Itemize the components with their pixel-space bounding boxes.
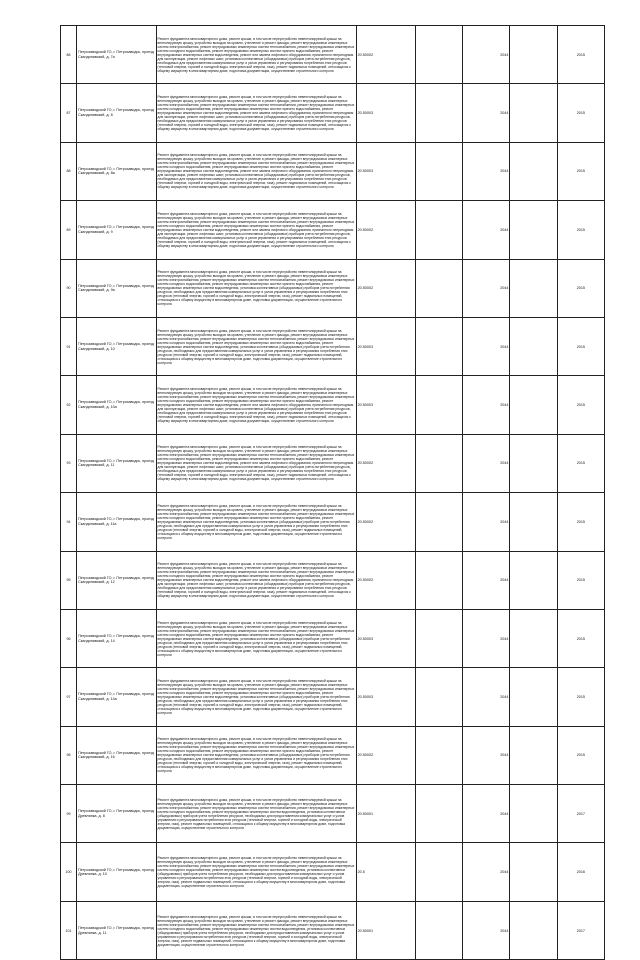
row-empty-cell: [510, 609, 557, 667]
row-code: 20.5: [356, 843, 415, 901]
row-address: Петрозаводский ГО, г. Петрозаводск, проезд Скандинавский, д. 10а: [77, 376, 156, 434]
row-works-list: Ремонт фундамента многоквартирного дома, ремонт крыши, в том числе переустройство невентилируемой крыши на вентилируемую крышу, устройство выходов на кровлю, утепление и ремонт фасада, ремонт внутридомовых инженерных систем электроснабжения, ремонт внутридомовых инженерных систем теплоснабжения, ремонт внутридомовых инженерных систем холодного водоснабжения, ремонт внутридомовых инженерных систем горячего водоснабжения, ремонт внутридомовых инженерных систем водоотведения, ремонт или замена лифтового оборудования, признанного непригодным для эксплуатации, ремонт лифтовых шахт, установка коллективных (общедомовых) приборов учета потребления ресурсов, необходимых для предоставления коммунальных услуг и узлов управления и регулирования потребления этих ресурсов (тепловой энергии, горячей и холодной воды, электрической энергии, газа), ремонт подвальных помещений, относящихся к общему имуществу в многоквартирном доме, подготовка документации, осуществление строительного контроля: [156, 434, 356, 492]
row-empty-cell: [510, 551, 557, 609]
table-row: [61, 259, 605, 317]
row-address: Петрозаводский ГО, г. Петрозаводск, проезд Древлянка, д. 10: [77, 843, 156, 901]
row-year: 2015: [557, 26, 604, 84]
row-address: Петрозаводский ГО, г. Петрозаводск, проезд Скандинавский, д. 11: [77, 434, 156, 492]
row-works-list: Ремонт фундамента многоквартирного дома, ремонт крыши, в том числе переустройство невентилируемой крыши на вентилируемую крышу, устройство выходов на кровлю, утепление и ремонт фасада, ремонт внутридомовых инженерных систем электроснабжения, ремонт внутридомовых инженерных систем теплоснабжения, ремонт внутридомовых инженерных систем холодного водоснабжения, ремонт внутридомовых инженерных систем горячего водоснабжения, ремонт внутридомовых инженерных систем водоотведения, ремонт или замена лифтового оборудования, признанного непригодным для эксплуатации, ремонт лифтовых шахт, установка коллективных (общедомовых) приборов учета потребления ресурсов, необходимых для предоставления коммунальных услуг и узлов управления и регулирования потребления этих ресурсов (тепловой энергии, горячей и холодной воды, электрической энергии, газа), ремонт подвальных помещений, относящихся к общему имуществу в многоквартирном доме, подготовка документации, осуществление строительного контроля: [156, 201, 356, 259]
table-row: [61, 609, 605, 667]
row-count: 2044: [463, 551, 510, 609]
row-address: Петрозаводский ГО, г. Петрозаводск, проезд Скандинавский, д. 11а: [77, 493, 156, 551]
row-empty-cell: [510, 785, 557, 843]
row-works-list: Ремонт фундамента многоквартирного дома, ремонт крыши, в том числе переустройство невентилируемой крыши на вентилируемую крышу, устройство выходов на кровлю, утепление и ремонт фасада, ремонт внутридомовых инженерных систем электроснабжения, ремонт внутридомовых инженерных систем теплоснабжения, ремонт внутридомовых инженерных систем холодного водоснабжения, ремонт внутридомовых инженерных систем горячего водоснабжения, ремонт внутридомовых инженерных систем водоотведения, установка коллективных (общедомовых) приборов учета потребления ресурсов, необходимых для предоставления коммунальных услуг и узлов управления и регулирования потребления этих ресурсов (тепловой энергии, горячей и холодной воды, электрической энергии, газа), ремонт подвальных помещений, относящихся к общему имуществу в многоквартирном доме, подготовка документации, осуществление строительного контроля: [156, 668, 356, 726]
row-works-list: Ремонт фундамента многоквартирного дома, ремонт крыши, в том числе переустройство невентилируемой крыши на вентилируемую крышу, устройство выходов на кровлю, утепление и ремонт фасада, ремонт внутридомовых инженерных систем электроснабжения, ремонт внутридомовых инженерных систем теплоснабжения, ремонт внутридомовых инженерных систем холодного водоснабжения, ремонт внутридомовых инженерных систем горячего водоснабжения, ремонт внутридомовых инженерных систем водоотведения, ремонт или замена лифтового оборудования, признанного непригодным для эксплуатации, ремонт лифтовых шахт, установка коллективных (общедомовых) приборов учета потребления ресурсов, необходимых для предоставления коммунальных услуг и узлов управления и регулирования потребления этих ресурсов (тепловой энергии, горячей и холодной воды, электрической энергии, газа), ремонт подвальных помещений, относящихся к общему имуществу в многоквартирном доме, подготовка документации, осуществление строительного контроля: [156, 84, 356, 142]
row-empty-cell: [415, 434, 462, 492]
row-count: 2044: [463, 142, 510, 200]
row-empty-cell: [415, 609, 462, 667]
table-body: [61, 26, 605, 960]
row-year: 2015: [557, 259, 604, 317]
row-empty-cell: [510, 259, 557, 317]
row-year: 2015: [557, 609, 604, 667]
row-works-list: Ремонт фундамента многоквартирного дома, ремонт крыши, в том числе переустройство невентилируемой крыши на вентилируемую крышу, устройство выходов на кровлю, утепление и ремонт фасада, ремонт внутридомовых инженерных систем электроснабжения, ремонт внутридомовых инженерных систем теплоснабжения, ремонт внутридомовых инженерных систем холодного водоснабжения, ремонт внутридомовых инженерных систем водоотведения, установка коллективных (общедомовых) приборов учета потребления ресурсов, необходимых для предоставления коммунальных услуг и узлов управления и регулирования потребления этих ресурсов (тепловой энергии, горячей и холодной воды, электрической энергии, газа), ремонт подвальных помещений, относящихся к общему имуществу в многоквартирном доме, подготовка документации, осуществление строительного контроля: [156, 843, 356, 901]
table-row: [61, 785, 605, 843]
row-number: 88: [61, 142, 77, 200]
row-number: 94: [61, 493, 77, 551]
row-empty-cell: [415, 142, 462, 200]
row-address: Петрозаводский ГО, г. Петрозаводск, проезд Скандинавский, д. 12: [77, 551, 156, 609]
row-empty-cell: [415, 726, 462, 784]
row-count: 2044: [463, 259, 510, 317]
row-number: 91: [61, 317, 77, 375]
row-year: 2015: [557, 493, 604, 551]
row-number: 97: [61, 668, 77, 726]
row-year: 2015: [557, 551, 604, 609]
row-count: 2044: [463, 434, 510, 492]
row-year: 2015: [557, 142, 604, 200]
row-number: 90: [61, 259, 77, 317]
row-empty-cell: [415, 785, 462, 843]
row-empty-cell: [510, 493, 557, 551]
row-year: 2015: [557, 376, 604, 434]
row-code: 20.50003: [356, 84, 415, 142]
table-row: [61, 434, 605, 492]
row-works-list: Ремонт фундамента многоквартирного дома, ремонт крыши, в том числе переустройство невентилируемой крыши на вентилируемую крышу, устройство выходов на кровлю, утепление и ремонт фасада, ремонт внутридомовых инженерных систем электроснабжения, ремонт внутридомовых инженерных систем теплоснабжения, ремонт внутридомовых инженерных систем холодного водоснабжения, ремонт внутридомовых инженерных систем горячего водоснабжения, ремонт внутридомовых инженерных систем водоотведения, установка коллективных (общедомовых) приборов учета потребления ресурсов, необходимых для предоставления коммунальных услуг и узлов управления и регулирования потребления этих ресурсов (тепловой энергии, горячей и холодной воды, электрической энергии, газа), ремонт подвальных помещений, относящихся к общему имуществу в многоквартирном доме, подготовка документации, осуществление строительного контроля: [156, 493, 356, 551]
row-count: 2044: [463, 376, 510, 434]
row-empty-cell: [510, 26, 557, 84]
row-year: 2015: [557, 726, 604, 784]
table-row: [61, 142, 605, 200]
row-address: Петрозаводский ГО, г. Петрозаводск, проезд Скандинавский, д. 7а: [77, 26, 156, 84]
row-address: Петрозаводский ГО, г. Петрозаводск, проезд Скандинавский, д. 9а: [77, 259, 156, 317]
row-empty-cell: [510, 376, 557, 434]
row-works-list: Ремонт фундамента многоквартирного дома, ремонт крыши, в том числе переустройство невентилируемой крыши на вентилируемую крышу, устройство выходов на кровлю, утепление и ремонт фасада, ремонт внутридомовых инженерных систем электроснабжения, ремонт внутридомовых инженерных систем теплоснабжения, ремонт внутридомовых инженерных систем холодного водоснабжения, ремонт внутридомовых инженерных систем горячего водоснабжения, ремонт внутридомовых инженерных систем водоотведения, ремонт или замена лифтового оборудования, признанного непригодным для эксплуатации, ремонт лифтовых шахт, установка коллективных (общедомовых) приборов учета потребления ресурсов, необходимых для предоставления коммунальных услуг и узлов управления и регулирования потребления этих ресурсов (тепловой энергии, горячей и холодной воды, электрической энергии, газа), ремонт подвальных помещений, относящихся к общему имуществу в многоквартирном доме, подготовка документации, осуществление строительного контроля: [156, 376, 356, 434]
row-year: 2015: [557, 84, 604, 142]
row-empty-cell: [510, 726, 557, 784]
table-row: [61, 901, 605, 959]
row-number: 86: [61, 26, 77, 84]
row-code: 20.50003: [356, 609, 415, 667]
row-code: 20.50002: [356, 551, 415, 609]
row-works-list: Ремонт фундамента многоквартирного дома, ремонт крыши, в том числе переустройство невентилируемой крыши на вентилируемую крышу, устройство выходов на кровлю, утепление и ремонт фасада, ремонт внутридомовых инженерных систем электроснабжения, ремонт внутридомовых инженерных систем теплоснабжения, ремонт внутридомовых инженерных систем холодного водоснабжения, ремонт внутридомовых инженерных систем водоотведения, установка коллективных (общедомовых) приборов учета потребления ресурсов, необходимых для предоставления коммунальных услуг и узлов управления и регулирования потребления этих ресурсов (тепловой энергии, горячей и холодной воды, электрической энергии, газа), ремонт подвальных помещений, относящихся к общему имуществу в многоквартирном доме, подготовка документации, осуществление строительного контроля: [156, 785, 356, 843]
row-address: Петрозаводский ГО, г. Петрозаводск, проезд Скандинавский, д. 8: [77, 84, 156, 142]
row-number: 89: [61, 201, 77, 259]
row-year: 2015: [557, 317, 604, 375]
row-code: 20.50001: [356, 901, 415, 959]
row-year: 2015: [557, 434, 604, 492]
row-address: Петрозаводский ГО, г. Петрозаводск, проезд Древлянка, д. 11: [77, 901, 156, 959]
table-row: [61, 84, 605, 142]
row-empty-cell: [415, 668, 462, 726]
row-code: 20.50003: [356, 668, 415, 726]
row-empty-cell: [415, 493, 462, 551]
row-count: 2044: [463, 493, 510, 551]
row-year: 2015: [557, 201, 604, 259]
row-address: Петрозаводский ГО, г. Петрозаводск, проезд Древлянка, д. 8: [77, 785, 156, 843]
table-row: [61, 26, 605, 84]
row-empty-cell: [510, 317, 557, 375]
row-works-list: Ремонт фундамента многоквартирного дома, ремонт крыши, в том числе переустройство невентилируемой крыши на вентилируемую крышу, устройство выходов на кровлю, утепление и ремонт фасада, ремонт внутридомовых инженерных систем электроснабжения, ремонт внутридомовых инженерных систем теплоснабжения, ремонт внутридомовых инженерных систем холодного водоснабжения, ремонт внутридомовых инженерных систем горячего водоснабжения, ремонт внутридомовых инженерных систем водоотведения, установка коллективных (общедомовых) приборов учета потребления ресурсов, необходимых для предоставления коммунальных услуг и узлов управления и регулирования потребления этих ресурсов (тепловой энергии, горячей и холодной воды, электрической энергии, газа), ремонт подвальных помещений, относящихся к общему имуществу в многоквартирном доме, подготовка документации, осуществление строительного контроля: [156, 259, 356, 317]
row-address: Петрозаводский ГО, г. Петрозаводск, проезд Скандинавский, д. 14а: [77, 668, 156, 726]
row-empty-cell: [415, 84, 462, 142]
row-works-list: Ремонт фундамента многоквартирного дома, ремонт крыши, в том числе переустройство невентилируемой крыши на вентилируемую крышу, устройство выходов на кровлю, утепление и ремонт фасада, ремонт внутридомовых инженерных систем электроснабжения, ремонт внутридомовых инженерных систем теплоснабжения, ремонт внутридомовых инженерных систем холодного водоснабжения, ремонт внутридомовых инженерных систем горячего водоснабжения, ремонт внутридомовых инженерных систем водоотведения, установка коллективных (общедомовых) приборов учета потребления ресурсов, необходимых для предоставления коммунальных услуг и узлов управления и регулирования потребления этих ресурсов (тепловой энергии, горячей и холодной воды, электрической энергии, газа), ремонт подвальных помещений, относящихся к общему имуществу в многоквартирном доме, подготовка документации, осуществление строительного контроля: [156, 609, 356, 667]
row-empty-cell: [415, 376, 462, 434]
row-empty-cell: [510, 84, 557, 142]
row-empty-cell: [415, 259, 462, 317]
table-row: [61, 317, 605, 375]
row-address: Петрозаводский ГО, г. Петрозаводск, проезд Скандинавский, д. 10: [77, 317, 156, 375]
row-code: 20.50002: [356, 201, 415, 259]
row-works-list: Ремонт фундамента многоквартирного дома, ремонт крыши, в том числе переустройство невентилируемой крыши на вентилируемую крышу, устройство выходов на кровлю, утепление и ремонт фасада, ремонт внутридомовых инженерных систем электроснабжения, ремонт внутридомовых инженерных систем теплоснабжения, ремонт внутридомовых инженерных систем холодного водоснабжения, ремонт внутридомовых инженерных систем горячего водоснабжения, ремонт внутридомовых инженерных систем водоотведения, установка коллективных (общедомовых) приборов учета потребления ресурсов, необходимых для предоставления коммунальных услуг и узлов управления и регулирования потребления этих ресурсов (тепловой энергии, горячей и холодной воды, электрической энергии, газа), ремонт подвальных помещений, относящихся к общему имуществу в многоквартирном доме, подготовка документации, осуществление строительного контроля: [156, 317, 356, 375]
row-works-list: Ремонт фундамента многоквартирного дома, ремонт крыши, в том числе переустройство невентилируемой крыши на вентилируемую крышу, устройство выходов на кровлю, утепление и ремонт фасада, ремонт внутридомовых инженерных систем электроснабжения, ремонт внутридомовых инженерных систем теплоснабжения, ремонт внутридомовых инженерных систем холодного водоснабжения, ремонт внутридомовых инженерных систем горячего водоснабжения, ремонт внутридомовых инженерных систем водоотведения, ремонт или замена лифтового оборудования, признанного непригодным для эксплуатации, ремонт лифтовых шахт, установка коллективных (общедомовых) приборов учета потребления ресурсов, необходимых для предоставления коммунальных услуг и узлов управления и регулирования потребления этих ресурсов (тепловой энергии, горячей и холодной воды, электрической энергии, газа), ремонт подвальных помещений, относящихся к общему имуществу в многоквартирном доме, подготовка документации, осуществление строительного контроля: [156, 26, 356, 84]
row-address: Петрозаводский ГО, г. Петрозаводск, проезд Скандинавский, д. 16: [77, 726, 156, 784]
table-row: [61, 843, 605, 901]
row-code: 20.50002: [356, 726, 415, 784]
row-code: 20.50001: [356, 785, 415, 843]
row-count: 2044: [463, 726, 510, 784]
row-address: Петрозаводский ГО, г. Петрозаводск, проезд Скандинавский, д. 9: [77, 201, 156, 259]
row-count: 2044: [463, 609, 510, 667]
row-code: 20.50002: [356, 434, 415, 492]
table-row: [61, 668, 605, 726]
row-empty-cell: [415, 201, 462, 259]
row-count: 2044: [463, 317, 510, 375]
row-number: 98: [61, 726, 77, 784]
row-code: 20.50002: [356, 493, 415, 551]
row-works-list: Ремонт фундамента многоквартирного дома, ремонт крыши, в том числе переустройство невентилируемой крыши на вентилируемую крышу, устройство выходов на кровлю, утепление и ремонт фасада, ремонт внутридомовых инженерных систем электроснабжения, ремонт внутридомовых инженерных систем теплоснабжения, ремонт внутридомовых инженерных систем холодного водоснабжения, ремонт внутридомовых инженерных систем горячего водоснабжения, ремонт внутридомовых инженерных систем водоотведения, ремонт или замена лифтового оборудования, признанного непригодным для эксплуатации, ремонт лифтовых шахт, установка коллективных (общедомовых) приборов учета потребления ресурсов, необходимых для предоставления коммунальных услуг и узлов управления и регулирования потребления этих ресурсов (тепловой энергии, горячей и холодной воды, электрической энергии, газа), ремонт подвальных помещений, относящихся к общему имуществу в многоквартирном доме, подготовка документации, осуществление строительного контроля: [156, 551, 356, 609]
row-empty-cell: [510, 142, 557, 200]
row-works-list: Ремонт фундамента многоквартирного дома, ремонт крыши, в том числе переустройство невентилируемой крыши на вентилируемую крышу, устройство выходов на кровлю, утепление и ремонт фасада, ремонт внутридомовых инженерных систем электроснабжения, ремонт внутридомовых инженерных систем теплоснабжения, ремонт внутридомовых инженерных систем холодного водоснабжения, ремонт внутридомовых инженерных систем водоотведения, установка коллективных (общедомовых) приборов учета потребления ресурсов, необходимых для предоставления коммунальных услуг и узлов управления и регулирования потребления этих ресурсов (тепловой энергии, горячей и холодной воды, электрической энергии, газа), ремонт подвальных помещений, относящихся к общему имуществу в многоквартирном доме, подготовка документации, осуществление строительного контроля: [156, 901, 356, 959]
row-empty-cell: [510, 843, 557, 901]
row-empty-cell: [415, 551, 462, 609]
row-number: 99: [61, 785, 77, 843]
row-number: 95: [61, 551, 77, 609]
row-count: 2044: [463, 84, 510, 142]
row-empty-cell: [415, 317, 462, 375]
row-count: 2044: [463, 901, 510, 959]
table-row: [61, 201, 605, 259]
row-empty-cell: [510, 901, 557, 959]
row-count: 2044: [463, 785, 510, 843]
row-empty-cell: [415, 843, 462, 901]
row-number: 87: [61, 84, 77, 142]
row-empty-cell: [415, 901, 462, 959]
row-empty-cell: [415, 26, 462, 84]
row-count: 2044: [463, 843, 510, 901]
row-code: 20.50003: [356, 376, 415, 434]
row-number: 101: [61, 901, 77, 959]
row-number: 96: [61, 609, 77, 667]
row-address: Петрозаводский ГО, г. Петрозаводск, проезд Скандинавский, д. 14: [77, 609, 156, 667]
row-year: 2017: [557, 901, 604, 959]
row-number: 100: [61, 843, 77, 901]
row-empty-cell: [510, 434, 557, 492]
row-code: 20.50003: [356, 317, 415, 375]
table-row: [61, 376, 605, 434]
row-empty-cell: [510, 201, 557, 259]
row-year: 2017: [557, 785, 604, 843]
row-count: 2044: [463, 201, 510, 259]
row-number: 92: [61, 376, 77, 434]
row-code: 20.50002: [356, 26, 415, 84]
row-empty-cell: [510, 668, 557, 726]
row-year: 2015: [557, 668, 604, 726]
capital-repair-table: [60, 25, 605, 960]
table-row: [61, 493, 605, 551]
register-page: [60, 25, 605, 960]
row-count: 2044: [463, 26, 510, 84]
table-row: [61, 726, 605, 784]
row-code: 20.50003: [356, 142, 415, 200]
table-row: [61, 551, 605, 609]
row-works-list: Ремонт фундамента многоквартирного дома, ремонт крыши, в том числе переустройство невентилируемой крыши на вентилируемую крышу, устройство выходов на кровлю, утепление и ремонт фасада, ремонт внутридомовых инженерных систем электроснабжения, ремонт внутридомовых инженерных систем теплоснабжения, ремонт внутридомовых инженерных систем холодного водоснабжения, ремонт внутридомовых инженерных систем горячего водоснабжения, ремонт внутридомовых инженерных систем водоотведения, ремонт или замена лифтового оборудования, признанного непригодным для эксплуатации, ремонт лифтовых шахт, установка коллективных (общедомовых) приборов учета потребления ресурсов, необходимых для предоставления коммунальных услуг и узлов управления и регулирования потребления этих ресурсов (тепловой энергии, горячей и холодной воды, электрической энергии, газа), ремонт подвальных помещений, относящихся к общему имуществу в многоквартирном доме, подготовка документации, осуществление строительного контроля: [156, 142, 356, 200]
row-count: 2044: [463, 668, 510, 726]
row-year: 2016: [557, 843, 604, 901]
row-code: 20.50002: [356, 259, 415, 317]
row-works-list: Ремонт фундамента многоквартирного дома, ремонт крыши, в том числе переустройство невентилируемой крыши на вентилируемую крышу, устройство выходов на кровлю, утепление и ремонт фасада, ремонт внутридомовых инженерных систем электроснабжения, ремонт внутридомовых инженерных систем теплоснабжения, ремонт внутридомовых инженерных систем холодного водоснабжения, ремонт внутридомовых инженерных систем горячего водоснабжения, ремонт внутридомовых инженерных систем водоотведения, установка коллективных (общедомовых) приборов учета потребления ресурсов, необходимых для предоставления коммунальных услуг и узлов управления и регулирования потребления этих ресурсов (тепловой энергии, горячей и холодной воды, электрической энергии, газа), ремонт подвальных помещений, относящихся к общему имуществу в многоквартирном доме, подготовка документации, осуществление строительного контроля: [156, 726, 356, 784]
row-address: Петрозаводский ГО, г. Петрозаводск, проезд Скандинавский, д. 8а: [77, 142, 156, 200]
row-number: 93: [61, 434, 77, 492]
